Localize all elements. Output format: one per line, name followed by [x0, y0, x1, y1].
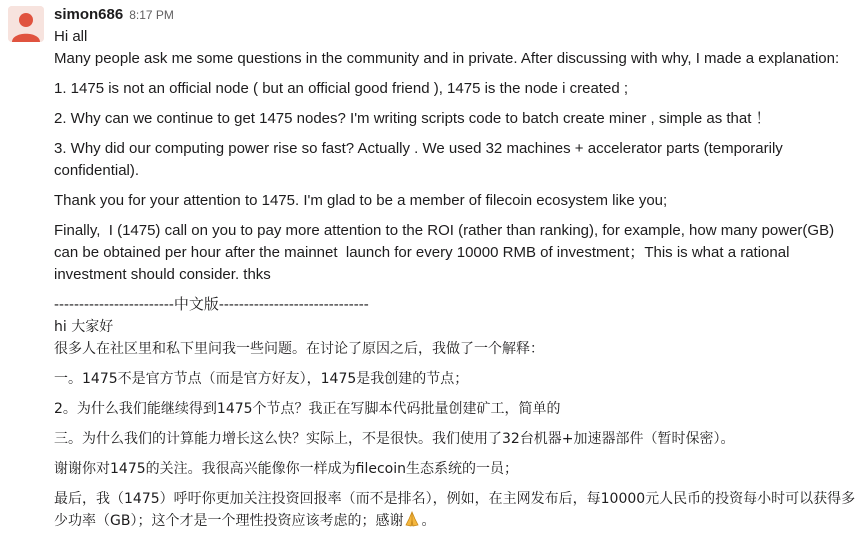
en-finally: Finally, I (1475) call on you to pay more attention to the ROI (rather than ranking), for example, how many power(GB) can be obtained per hour after the mainnet launch for every 10000 RMB of investment；This is what a rational investment should consider. thks	[54, 222, 839, 283]
zh-point-2: 2。为什么我们能继续得到1475个节点？我正在写脚本代码批量创建矿工，简单的	[54, 401, 561, 417]
user-avatar-icon[interactable]	[8, 6, 44, 42]
en-point-3: 3. Why did our computing power rise so fast? Actually . We used 32 machines + accelerator parts (temporarily confidential).	[54, 140, 787, 179]
zh-greeting: hi 大家好	[54, 319, 114, 335]
en-point-1: 1. 1475 is not an official node ( but an official good friend ), 1475 is the node i created ;	[54, 80, 628, 97]
en-thanks: Thank you for your attention to 1475. I'm glad to be a member of filecoin ecosystem like you;	[54, 192, 668, 209]
folded-hands-emoji-icon	[403, 510, 421, 535]
message-timestamp[interactable]: 8:17 PM	[129, 8, 174, 22]
zh-point-3: 三。为什么我们的计算能力增长这么快？实际上，不是很快。我们使用了32台机器+加速器部件（暂时保密）。	[54, 431, 735, 447]
en-point-2: 2. Why can we continue to get 1475 nodes? I'm writing scripts code to batch create miner , simple as that ！	[54, 110, 771, 127]
chinese-divider: ------------------------中文版------------------------------	[54, 296, 369, 313]
zh-finally: 最后，我（1475）呼吁你更加关注投资回报率（而不是排名），例如，在主网发布后，每10000元人民币的投资每小时可以获得多少功率（GB）；这个才是一个理性投资应该考虑的；感谢	[54, 491, 856, 529]
zh-thanks: 谢谢你对1475的关注。我很高兴能像你一样成为filecoin生态系统的一员；	[54, 461, 518, 477]
message-content	[54, 4, 857, 535]
en-greeting: Hi all	[54, 28, 88, 45]
zh-intro: 很多人在社区里和私下里问我一些问题。在讨论了原因之后，我做了一个解释：	[54, 341, 544, 357]
zh-end: 。	[421, 513, 436, 529]
zh-finally-paragraph	[54, 488, 857, 535]
author-name[interactable]: simon686	[54, 6, 124, 23]
message-header	[54, 4, 857, 26]
zh-point-1: 一。1475不是官方节点（而是官方好友），1475是我创建的节点；	[54, 371, 469, 387]
avatar-silhouette	[8, 6, 44, 42]
en-intro: Many people ask me some questions in the community and in private. After discussing with why, I made a explanation:	[54, 50, 840, 67]
